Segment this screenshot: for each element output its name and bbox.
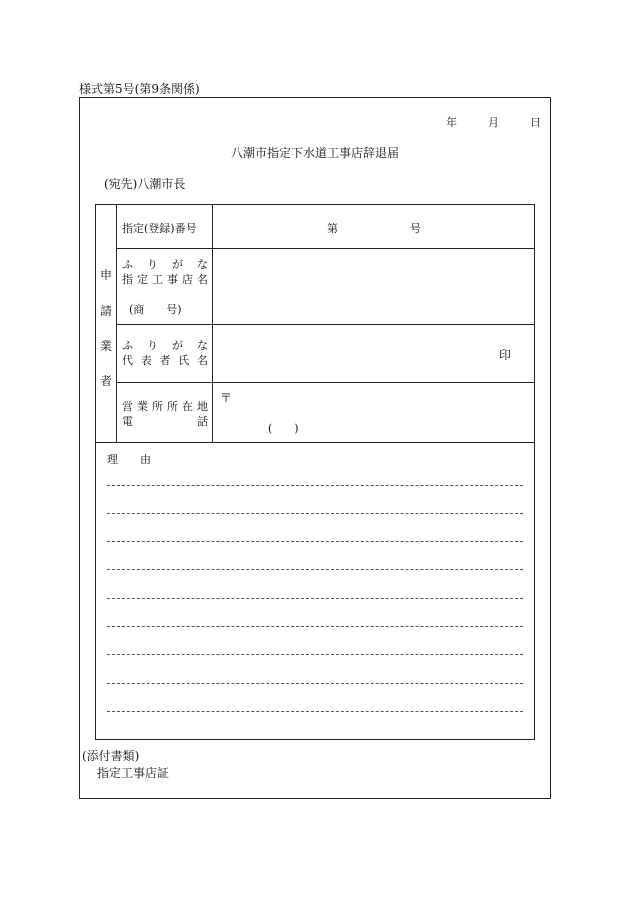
- label-char: 営: [122, 400, 133, 413]
- applicant-label-char: 請: [100, 304, 113, 318]
- label-char: 所: [152, 400, 163, 413]
- label-char: 名: [197, 354, 208, 367]
- reason-line: [107, 569, 523, 570]
- furigana-char: ふ: [122, 339, 133, 352]
- date-day: 日: [530, 116, 541, 129]
- reason-divider: [95, 442, 535, 443]
- applicant-label-char: 者: [100, 374, 113, 388]
- applicant-label-char: 業: [100, 339, 113, 353]
- furigana-char: な: [197, 258, 208, 271]
- postal-mark: 〒: [220, 391, 233, 405]
- office-address-label: [122, 398, 208, 414]
- furigana-char: ふ: [122, 258, 133, 271]
- store-name-furigana: [122, 256, 208, 272]
- furigana-char: な: [197, 339, 208, 352]
- label-char: 氏: [178, 354, 190, 367]
- furigana-char: り: [147, 258, 158, 271]
- label-char: 電: [122, 415, 133, 428]
- label-char: 表: [140, 354, 152, 367]
- label-char: 指: [122, 273, 133, 286]
- trade-name-label: (商 号): [129, 303, 182, 316]
- label-char: 者: [159, 354, 171, 367]
- reason-line: [107, 598, 523, 599]
- reason-line: [107, 683, 523, 684]
- reason-line: [107, 626, 523, 627]
- addressee: (宛先)八潮市長: [104, 177, 186, 191]
- row-divider: [116, 248, 535, 249]
- furigana-char: が: [172, 258, 183, 271]
- label-char: 定: [137, 273, 148, 286]
- label-char: 店: [182, 273, 193, 286]
- column-divider: [116, 204, 117, 442]
- label-char: 代: [122, 354, 133, 367]
- phone-label: [122, 413, 208, 429]
- seal-mark: 印: [499, 348, 512, 362]
- label-char: 地: [197, 400, 208, 413]
- row-divider: [116, 382, 535, 383]
- document-title: 八潮市指定下水道工事店辞退届: [230, 146, 399, 160]
- reason-label: 理 由: [107, 453, 151, 466]
- label-char: 事: [167, 273, 178, 286]
- label-char: 工: [152, 273, 163, 286]
- date-month: 月: [488, 116, 499, 129]
- designation-number-prefix: 第: [327, 222, 338, 235]
- representative-label: [122, 352, 208, 368]
- applicant-label-char: 申: [100, 268, 113, 282]
- reason-line: [107, 654, 523, 655]
- label-char: 在: [182, 400, 193, 413]
- column-divider: [212, 204, 213, 442]
- label-char: 名: [197, 273, 208, 286]
- date-year: 年: [446, 116, 457, 129]
- furigana-char: が: [172, 339, 183, 352]
- label-char: 業: [137, 400, 148, 413]
- designation-number-label: 指定(登録)番号: [122, 222, 197, 235]
- reason-line: [107, 513, 523, 514]
- label-char: 所: [167, 400, 178, 413]
- attachments-item: 指定工事店証: [97, 766, 170, 780]
- reason-line: [107, 485, 523, 486]
- representative-furigana: [122, 337, 208, 353]
- furigana-char: り: [147, 339, 158, 352]
- designation-number-suffix: 号: [410, 222, 421, 235]
- attachments-heading: (添付書類): [82, 749, 140, 763]
- phone-area-code-paren: ( ): [268, 422, 299, 435]
- row-divider: [116, 324, 535, 325]
- date-line: [446, 114, 541, 130]
- reason-line: [107, 541, 523, 542]
- form-number: 様式第5号(第9条関係): [79, 82, 200, 96]
- store-name-label: [122, 271, 208, 287]
- reason-line: [107, 711, 523, 712]
- label-char: 話: [197, 415, 208, 428]
